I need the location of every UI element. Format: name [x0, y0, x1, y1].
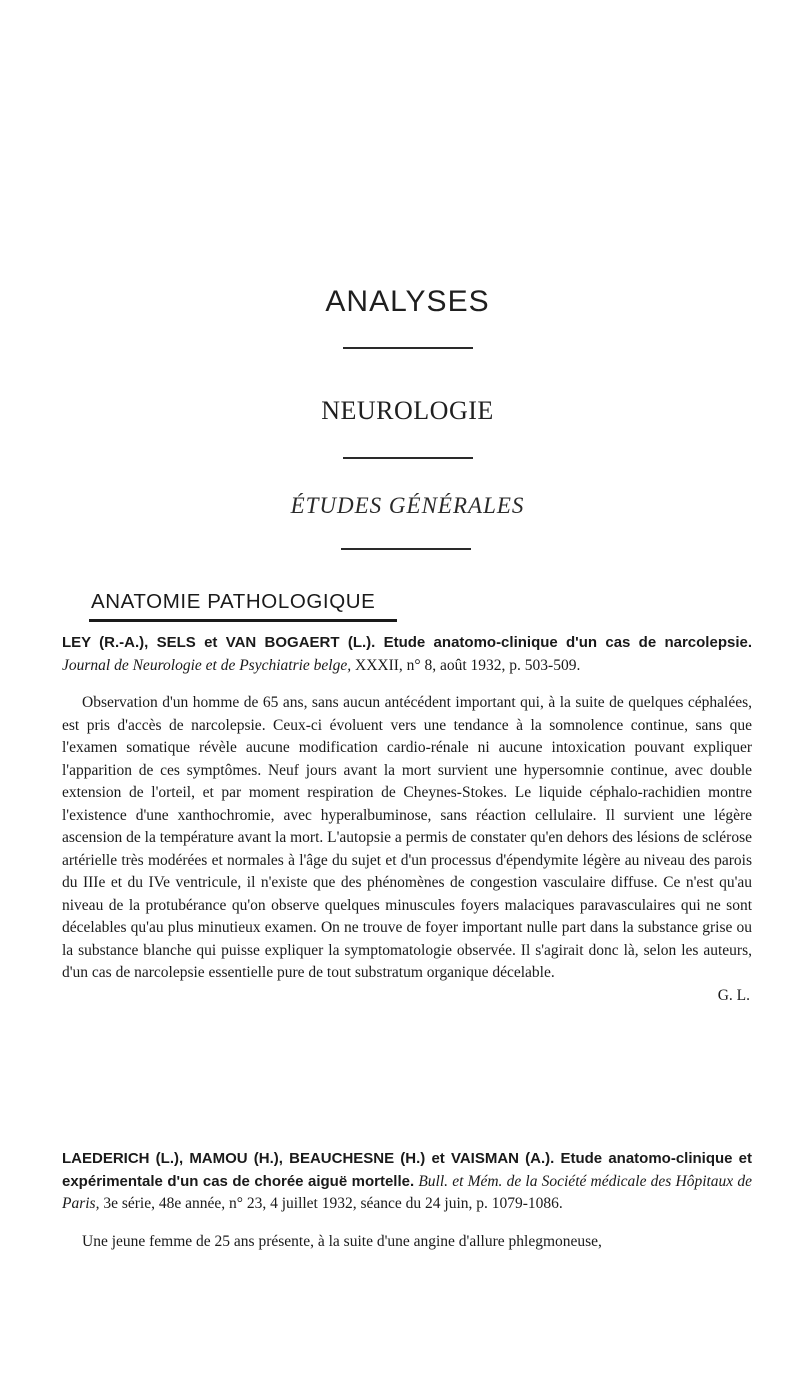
page-title: ANALYSES [325, 285, 490, 318]
entry-citation: 3e série, 48e année, n° 23, 4 juillet 1932, séance du 24 juin, p. 1079-1086. [103, 1195, 563, 1212]
discipline-heading: NEUROLOGIE [321, 396, 494, 425]
entry-citation: XXXII, n° 8, août 1932, p. 503-509. [355, 656, 581, 674]
title-divider [343, 347, 473, 349]
review-entry [62, 1148, 752, 1253]
entry-body: Une jeune femme de 25 ans présente, à la suite d'une angine d'allure phlegmoneuse, [82, 1232, 602, 1250]
section-divider [341, 548, 471, 550]
subsection-heading: ANATOMIE PATHOLOGIQUE [91, 590, 376, 613]
discipline-divider [343, 457, 473, 459]
entry-body: Observation d'un homme de 65 ans, sans aucun antécédent important qui, à la suite de quelques céphalées, est pris d'accès de narcolepsie. Ceux-ci évoluent vers une tendance à la somnolence continue, sans que l'examen somatique révèle aucune modification cardio-rénale ni aucune intoxication pouvant expliquer l'apparition de ces symptômes. Neuf jours avant la mort survient une hypersomnie continue, avec double extension de l'orteil, et par moment respiration de Cheynes-Stokes. Le liquide céphalo-rachidien montre l'existence d'une xanthochromie, avec hyperalbuminose, sans réaction cellulaire. Il survient une légère ascension de la température avant la mort. L'autopsie a permis de constater qu'en dehors des lésions de sclérose artérielle très modérées et normales à l'âge du sujet et d'un processus d'épendymite légère au niveau des parois du IIIe et du IVe ventricule, il n'existe que des phénomènes de congestion vasculaire diffuse. Ce n'est qu'au niveau de la protubérance qu'on observe quelques minuscules foyers malaciques paravasculaires qui ne sont décelables qu'au plus minutieux examen. On ne trouve de foyer important nulle part dans la substance grise ou la substance blanche qui puisse expliquer la symptomatologie observée. Il s'agirait donc là, selon les auteurs, d'un cas de narcolepsie essentielle pure de tout substratum organique décelable. [62, 694, 752, 981]
review-entry [62, 632, 752, 1007]
entry-journal: Bull. et Mém. de la Société médicale des Hôpitaux de Paris, [62, 1172, 752, 1212]
section-heading: ÉTUDES GÉNÉRALES [290, 493, 525, 518]
entry-reference [62, 1148, 752, 1216]
entry-journal: Journal de Neurologie et de Psychiatrie belge, [62, 656, 352, 674]
entry-authors-title: LAEDERICH (L.), MAMOU (H.), BEAUCHESNE (H.) et VAISMAN (A.). Etude anatomo-clinique et expérimentale d'un cas de chorée aiguë mortelle. [62, 1150, 752, 1190]
entry-reference [62, 632, 752, 677]
entry-authors-title: LEY (R.-A.), SELS et VAN BOGAERT (L.). Etude anatomo-clinique d'un cas de narcolepsie. [62, 634, 752, 651]
subsection-underline [89, 619, 397, 622]
entry-signature: G. L. [717, 986, 750, 1004]
